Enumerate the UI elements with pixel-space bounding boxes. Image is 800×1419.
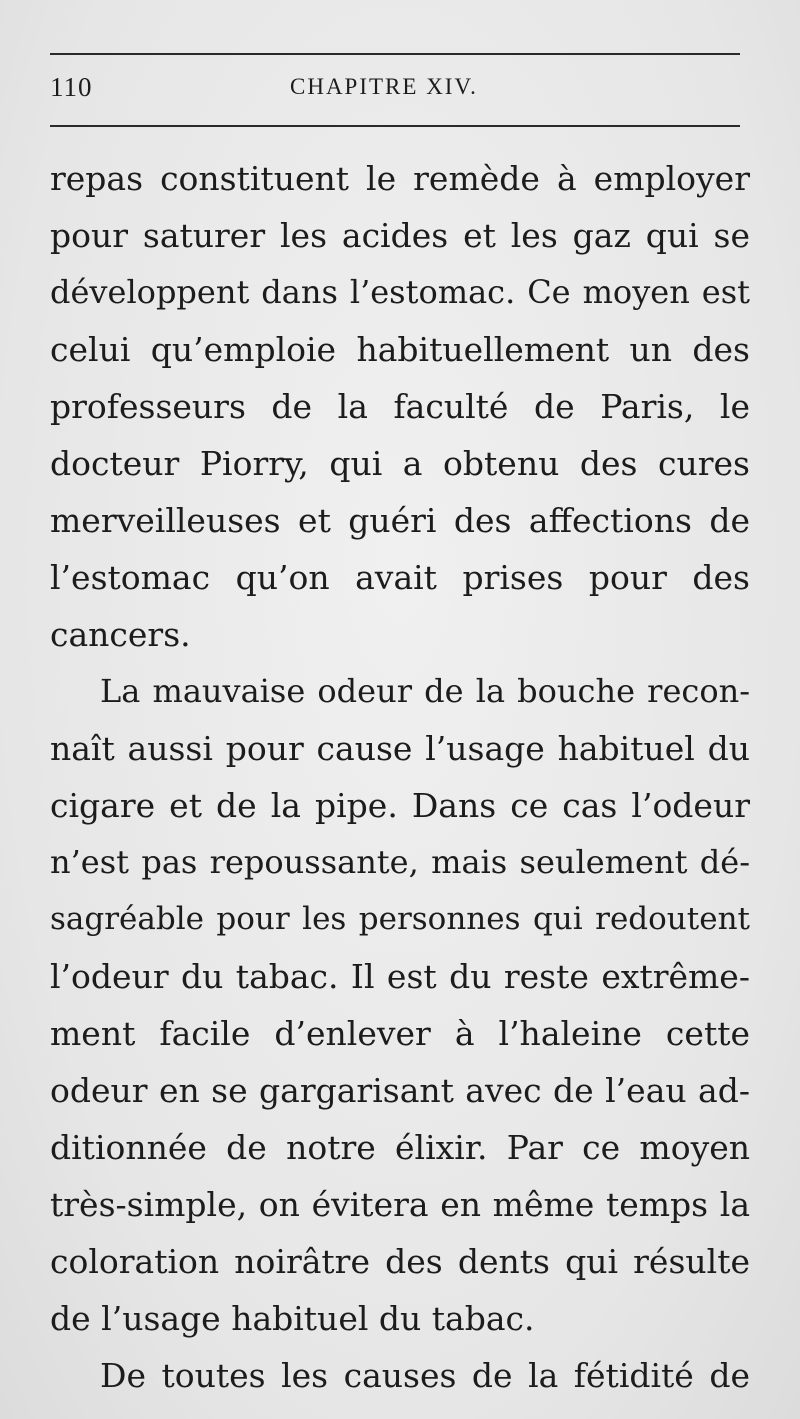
text-line: l’odeur du tabac. Il est du reste extrême- [50, 957, 750, 996]
text-line: très-simple, on évitera en même temps la [50, 1185, 750, 1224]
text-line: docteur Piorry, qui a obtenu des cures [50, 444, 750, 483]
text-line: professeurs de la faculté de Paris, le [50, 387, 750, 426]
text-line: ment facile d’enlever à l’haleine cette [50, 1014, 750, 1053]
chapter-title: CHAPITRE XIV. [290, 74, 478, 99]
text-line: celui qu’emploie habituellement un des [50, 330, 750, 369]
text-line: de l’usage habituel du tabac. [50, 1299, 535, 1338]
text-line: De toutes les causes de la fétidité de [100, 1356, 750, 1395]
running-header [50, 70, 740, 110]
page-number: 110 [50, 72, 93, 102]
text-line: n’est pas repoussante, mais seulement dé- [50, 843, 750, 881]
text-line: ditionnée de notre élixir. Par ce moyen [50, 1128, 750, 1167]
body-text [50, 150, 750, 1404]
text-line: l’estomac qu’on avait prises pour des [50, 558, 750, 597]
text-line: sagréable pour les personnes qui redoutent [50, 901, 750, 937]
text-line: cancers. [50, 615, 191, 654]
text-line: cigare et de la pipe. Dans ce cas l’odeur [50, 786, 750, 825]
text-line: développent dans l’estomac. Ce moyen est [50, 273, 750, 311]
text-line: La mauvaise odeur de la bouche recon- [100, 672, 750, 710]
text-line: merveilleuses et guéri des affections de [50, 501, 750, 540]
text-line: pour saturer les acides et les gaz qui se [50, 216, 750, 255]
text-line: naît aussi pour cause l’usage habituel du [50, 729, 750, 768]
header-top-rule [50, 53, 740, 55]
header-bottom-rule [50, 125, 740, 127]
text-line: coloration noirâtre des dents qui résulte [50, 1242, 750, 1281]
text-line: repas constituent le remède à employer [50, 159, 750, 198]
text-line: odeur en se gargarisant avec de l’eau ad- [50, 1071, 750, 1110]
